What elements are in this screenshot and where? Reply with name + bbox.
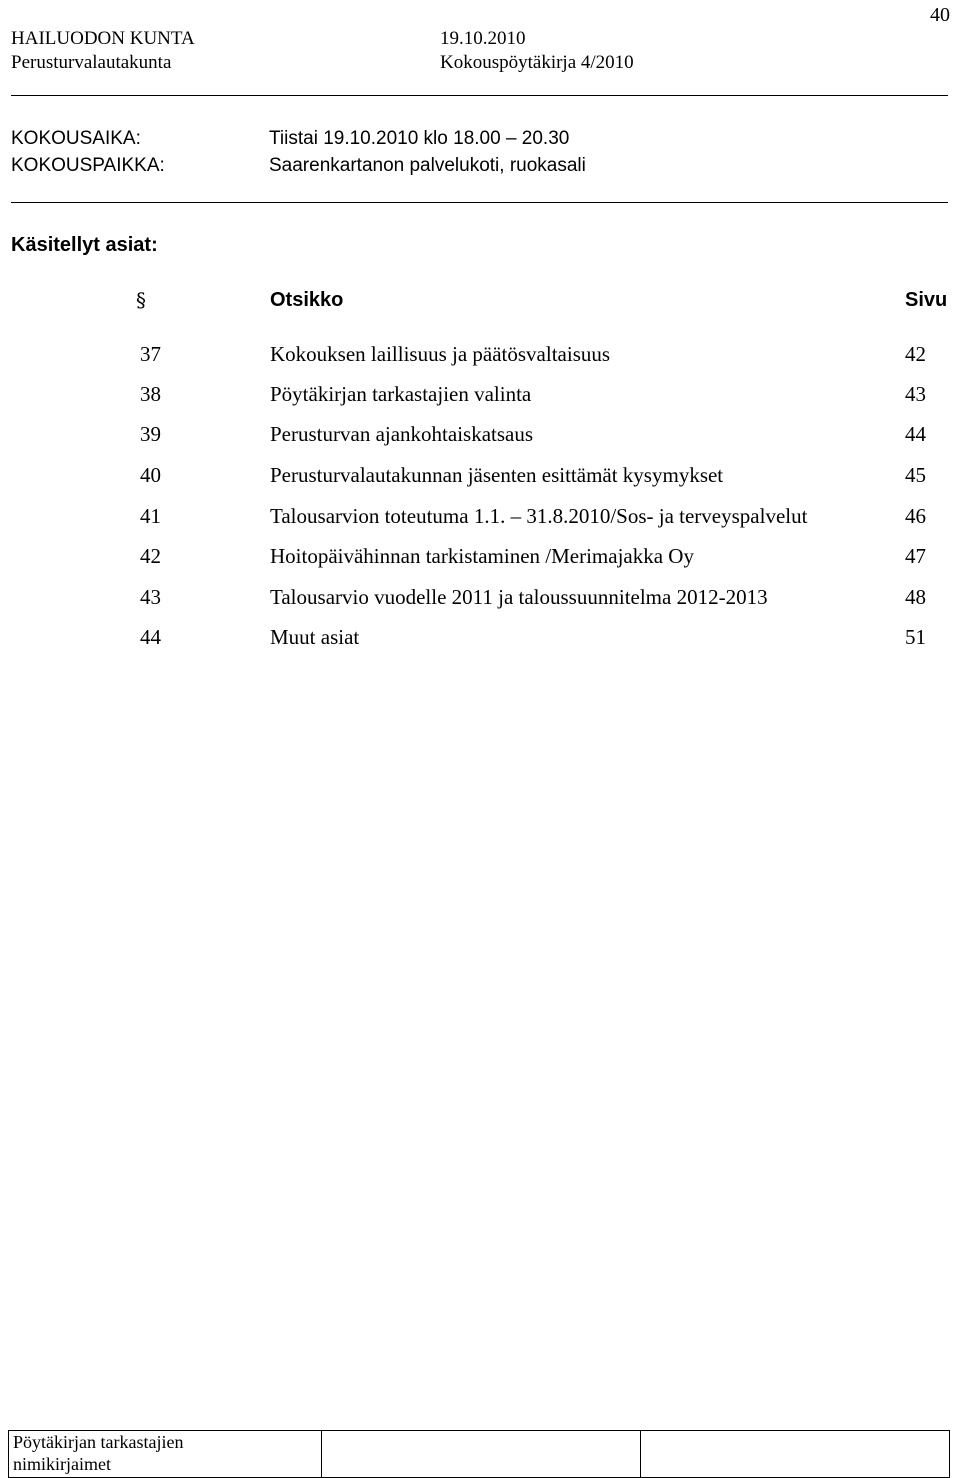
item-number: 44 [140, 625, 161, 649]
signature-label-line1: Pöytäkirjan tarkastajien [13, 1432, 184, 1452]
item-title: Kokouksen laillisuus ja päätösvaltaisuus [270, 342, 611, 366]
meeting-time-value: Tiistai 19.10.2010 klo 18.00 – 20.30 [269, 128, 570, 149]
signature-cell-2 [641, 1431, 950, 1478]
page-number: 40 [930, 4, 950, 26]
item-title: Perusturvan ajankohtaiskatsaus [270, 422, 534, 446]
item-number: 39 [140, 422, 161, 446]
column-header-title: Otsikko [270, 289, 344, 311]
item-number: 42 [140, 544, 161, 568]
item-title: Pöytäkirjan tarkastajien valinta [270, 382, 532, 406]
signature-label-line2: nimikirjaimet [13, 1454, 111, 1474]
list-item [0, 585, 960, 625]
item-number: 40 [140, 463, 161, 487]
column-header-page: Sivu [905, 289, 948, 311]
list-item [0, 342, 960, 382]
list-item [0, 463, 960, 503]
item-number: 43 [140, 585, 161, 609]
meeting-rule [11, 202, 948, 203]
list-item [0, 382, 960, 422]
item-page: 47 [905, 544, 926, 568]
item-page: 48 [905, 585, 926, 609]
list-item [0, 504, 960, 544]
document-title: Kokouspöytäkirja 4/2010 [440, 52, 634, 73]
item-title: Talousarvion toteutuma 1.1. – 31.8.2010/Sos- ja terveyspalvelut [270, 504, 808, 528]
list-item [0, 422, 960, 462]
section-title: Käsitellyt asiat: [11, 234, 158, 256]
item-page: 46 [905, 504, 926, 528]
municipality-name: HAILUODON KUNTA [11, 28, 195, 49]
header-rule [11, 95, 948, 96]
item-title: Perusturvalautakunnan jäsenten esittämät kysymykset [270, 463, 724, 487]
item-page: 42 [905, 342, 926, 366]
meeting-place-label: KOKOUSPAIKKA: [11, 155, 165, 176]
signature-label-cell [9, 1431, 322, 1478]
meeting-place-value: Saarenkartanon palvelukoti, ruokasali [269, 155, 586, 176]
header-date: 19.10.2010 [440, 28, 526, 49]
item-title: Muut asiat [270, 625, 360, 649]
list-item [0, 625, 960, 665]
list-item [0, 544, 960, 584]
section-symbol-icon: § [136, 288, 146, 312]
item-title: Hoitopäivähinnan tarkistaminen /Merimajakka Oy [270, 544, 694, 568]
signature-cell-1 [322, 1431, 641, 1478]
committee-name: Perusturvalautakunta [11, 52, 172, 73]
item-page: 51 [905, 625, 926, 649]
item-number: 41 [140, 504, 161, 528]
item-page: 43 [905, 382, 926, 406]
meeting-time-label: KOKOUSAIKA: [11, 128, 141, 149]
item-page: 45 [905, 463, 926, 487]
item-number: 38 [140, 382, 161, 406]
item-title: Talousarvio vuodelle 2011 ja taloussuunnitelma 2012-2013 [270, 585, 768, 609]
item-page: 44 [905, 422, 926, 446]
item-number: 37 [140, 342, 161, 366]
signature-table [8, 1430, 950, 1478]
